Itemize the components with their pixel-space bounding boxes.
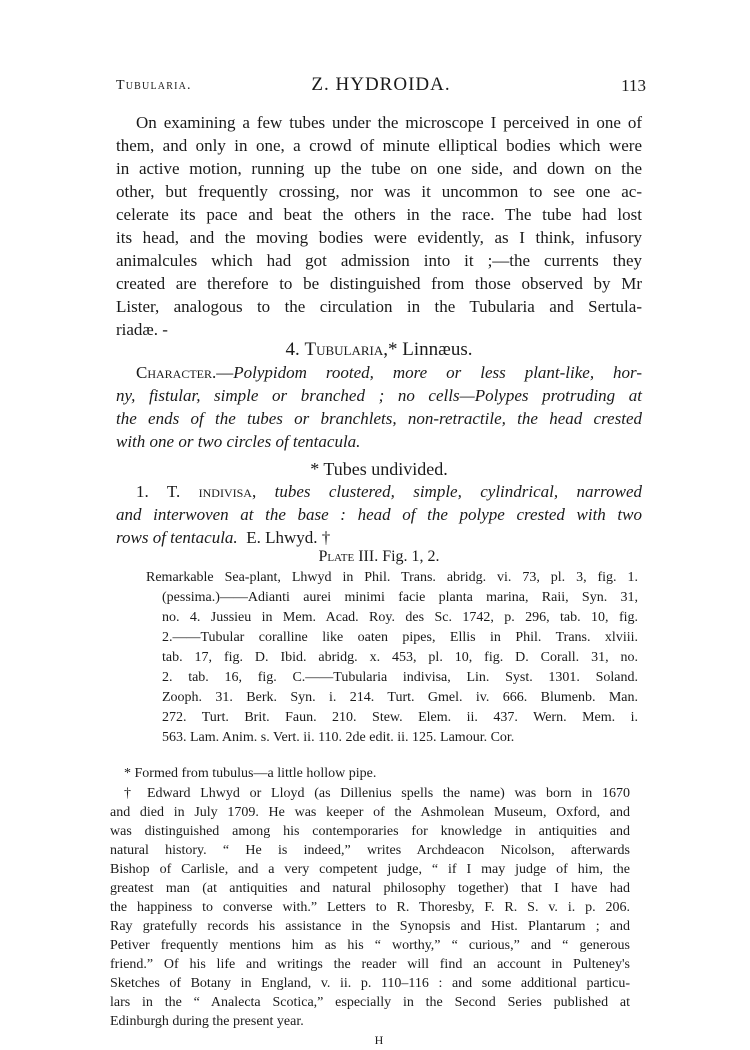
character-line: [116, 409, 642, 429]
genus-number: 4.: [285, 339, 300, 360]
footnote-line: Bishop of Carlisle, and a very competent judge, “ if I may judge of him, the: [110, 862, 630, 877]
species-description: and interwoven at the base : head of the polype crested with two: [116, 505, 642, 524]
synonymy-line: Zooph. 31. Berk. Syn. i. 214. Turt. Gmel. iv. 666. Blumenb. Man.: [162, 690, 638, 705]
paragraph-line: other, but frequently crossing, nor was it uncommon to see one ac-: [116, 182, 642, 201]
synonymy-line: 2. tab. 16, fig. C.——Tubularia indivisa, Lin. Syst. 1301. Soland.: [162, 670, 638, 685]
footnote-line: was distinguished among his contemporaries for knowledge in antiquities and: [110, 824, 630, 839]
paragraph-line: celerate its pace and beat the others in the race. The tube had lost: [116, 205, 642, 224]
paragraph-line: animalcules which had got admission into it ;—the currents they: [116, 251, 642, 270]
species-line: [136, 482, 642, 502]
footnote-line: Sketches of Botany in England, v. ii. p. 110–116 : and some additional particu-: [110, 976, 630, 991]
genus-heading: [116, 339, 642, 361]
header-chapter-title: Z. HYDROIDA.: [311, 74, 451, 95]
footnote-line: * Formed from tubulus—a little hollow pipe.: [124, 766, 377, 781]
footnote-line: Edinburgh during the present year.: [110, 1014, 304, 1029]
paragraph-line: Lister, analogous to the circulation in the Tubularia and Sertula-: [116, 297, 642, 316]
footnote-line: Petiver frequently mentions him as his “ worthy,” “ curious,” and “ generous: [110, 938, 630, 953]
header-section-title: Tubularia.: [116, 78, 192, 93]
footnote-line: friend.” Of his life and writings the reader will find an account in Pulteney's: [110, 957, 630, 972]
paragraph-line: them, and only in one, a crowd of minute elliptical bodies which were: [116, 136, 642, 155]
species-line: [116, 528, 642, 548]
character-line: [116, 386, 642, 406]
species-name: indivisa,: [198, 482, 257, 501]
synonymy-line: 272. Turt. Brit. Faun. 210. Stew. Elem. ii. 437. Wern. Mem. i.: [162, 710, 638, 725]
character-text: ny, fistular, simple or branched ; no cells—Polypes protruding at: [116, 386, 642, 405]
species-description: tubes clustered, simple, cylindrical, narrowed: [274, 482, 643, 501]
synonymy-line: no. 4. Jussieu in Mem. Acad. Roy. des Sc. 1742, p. 296, tab. 10, fig.: [162, 610, 638, 625]
paragraph-line: On examining a few tubes under the microscope I perceived in one of: [136, 113, 642, 132]
footnote-line: † Edward Lhwyd or Lloyd (as Dillenius spells the name) was born in 1670: [124, 786, 630, 801]
character-text: Polypidom rooted, more or less plant-like, hor-: [233, 363, 642, 382]
genus-footnote-mark: *: [388, 339, 398, 360]
running-header: [116, 74, 646, 100]
paragraph-line: created are therefore to be distinguished from those observed by Mr: [116, 274, 642, 293]
character-dash: —: [216, 363, 234, 382]
signature-mark: H: [374, 1033, 384, 1047]
plate-label: Plate: [318, 548, 355, 565]
paragraph-line: riadæ. -: [116, 320, 168, 339]
genus-author: Linnæus.: [402, 339, 473, 360]
page-number: 113: [621, 76, 646, 95]
footnote-line: the happiness to converse with.” Letters to R. Thoresby, F. R. S. v. i. p. 206.: [110, 900, 630, 915]
genus-name: Tubularia,: [304, 339, 389, 360]
footnote-line: natural history. “ He is indeed,” writes Archdeacon Nicolson, afterwards: [110, 843, 630, 858]
character-text: with one or two circles of tentacula.: [116, 432, 361, 451]
synonymy-line: Remarkable Sea-plant, Lhwyd in Phil. Trans. abridg. vi. 73, pl. 3, fig. 1.: [146, 570, 638, 585]
species-author: E. Lhwyd. †: [246, 528, 331, 547]
synonymy-line: 563. Lam. Anim. s. Vert. ii. 110. 2de edit. ii. 125. Lamour. Cor.: [162, 730, 515, 745]
plate-figure: III. Fig. 1, 2.: [358, 548, 440, 565]
synonymy-line: (pessima.)——Adianti aurei minimi facie planta marina, Raii, Syn. 31,: [162, 590, 638, 605]
footnote-line: Ray gratefully records his assistance in the Synopsis and Hist. Plantarum ; and: [110, 919, 630, 934]
character-line: [116, 432, 642, 452]
character-label: Character.: [136, 363, 217, 382]
synonymy-line: tab. 17, fig. D. Ibid. abridg. x. 453, pl. 10, fig. D. Corall. 31, no.: [162, 650, 638, 665]
paragraph-line: in active motion, running up the tube on one side, and down on the: [116, 159, 642, 178]
footnote-line: and died in July 1709. He was keeper of the Ashmolean Museum, Oxford, and: [110, 805, 630, 820]
footnote-line: lars in the “ Analecta Scotica,” especially in the Second Series published at: [110, 995, 630, 1010]
species-line: [116, 505, 642, 525]
section-heading: * Tubes undivided.: [310, 459, 448, 479]
species-number: 1. T.: [136, 482, 181, 501]
synonymy-line: 2.——Tubular coralline like oaten pipes, Ellis in Phil. Trans. xlviii.: [162, 630, 638, 645]
character-line: [136, 363, 642, 383]
plate-reference: [116, 548, 642, 566]
footnote-line: greatest man (at antiquities and natural philosophy together) that I have had: [110, 881, 630, 896]
paragraph-line: its head, and the moving bodies were evidently, as I think, infusory: [116, 228, 642, 247]
character-text: the ends of the tubes or branchlets, non-retractile, the head crested: [116, 409, 642, 428]
species-description: rows of tentacula.: [116, 528, 238, 547]
